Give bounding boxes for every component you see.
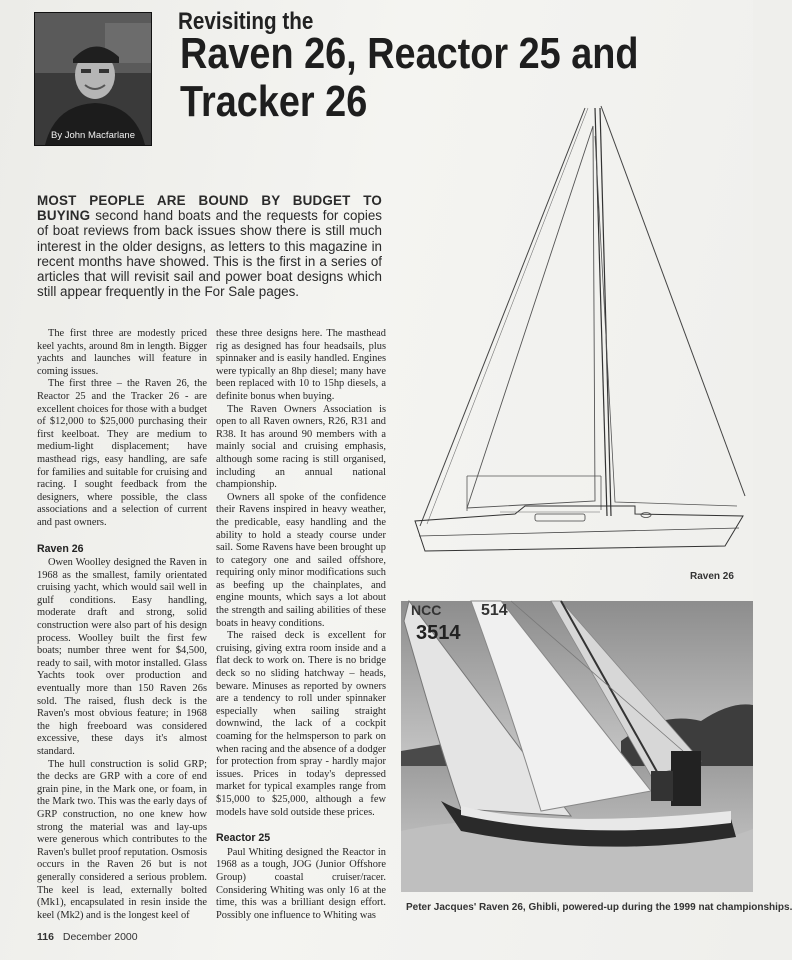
paragraph: The hull construction is solid GRP; the decks are GRP with a core of end grain pine, in the Mark one, or foam, in the Mark two. This was the early days of GRP construction, no one knew how strong the material was and lay-ups were generous which contributes to the Raven's bullet proof reputation. Osmosis occurs in the Raven 26 but is not generally considered a serious problem. The keel is lead, externally bolted (Mk1), encapsulated in resin inside the keel (Mk2) and is the longest keel of [37,758,207,921]
page-footer [37,931,138,943]
page-number: 116 [37,931,54,943]
paragraph: Owners all spoke of the confidence their Ravens inspired in heavy weather, the predicable, easy handling and the ability to hold a steady course under sail. Some Ravens have been brought up to category one and sailed offshore, requiring only minor modifications such as beefing up the chainplates, and engine mounts, which says a lot about the strength and sailing abilities of these boats in heavy conditions. [216,491,386,629]
section-heading-reactor: Reactor 25 [216,832,271,845]
sail-number-head: 514 [481,602,508,619]
sail-number-main: 3514 [416,622,461,644]
paragraph: Paul Whiting designed the Reactor in 1968 as a tough, JOG (Junior Offshore Group) coastal cruiser/racer. Considering Whiting was only 16 at the time, this was a brilliant design effort. Possibly one influence to Whiting was [216,846,386,921]
author-byline: By John Macfarlane [51,130,135,141]
yacht-photo-image [401,601,753,892]
issue-date: December 2000 [62,931,138,943]
title-kicker: Revisiting the [178,8,314,35]
paragraph: Owen Woolley designed the Raven in 1968 as the smallest, family orientated cruising yacht, which would sail well in gulf conditions. Easy handling, moderate draft and strong, solid construction were also part of his design process. Woolley built the first few boats; number three went for $4,500, ready to sail, with motor installed. Glass Yachts took over production and eventually more than 150 Raven 26s sold. The raised, flush deck is the Raven's most obvious feature; in 1968 the high freeboard was considered excessive, these days it's almost standard. [37,557,207,757]
standfirst-text: second hand boats and the requests for copies of boat reviews from back issues show there is still much interest in the older designs, as letters to this magazine in recent months have showed. This is the first in a series of articles that will revisit sail and power boat designs which still appear frequently in the For Sale pages. [37,208,382,300]
sail-plan-caption: Raven 26 [690,571,734,582]
sail-plan-drawing [405,96,753,560]
paragraph: these three designs here. The masthead rig as designed has four headsails, plus spinnaker and is easily handled. Engines were typically an 8hp diesel; many have been replaced with 10 to 15hp diesels, a definite bonus when buying. [216,328,386,402]
article-column-2 [216,328,386,922]
standfirst-lead: MOST PEOPLE ARE BOUND BY BUDGET TO BUYING [37,193,382,224]
standfirst [37,193,382,299]
paragraph: The raised deck is excellent for cruising, giving extra room inside and a flat deck to work on. There is no bridge deck so no sliding hatchway – heads, beware. Minuses as reported by owners are a tendency to roll under spinnaker especially when sailing straight downwind, the lack of a cockpit coaming for the helmsperson to park on when racing and the absence of a dodger for protection from spray - hardly major issues. Prices in today's depressed market for typical examples range from $15,000 to $25,000, although a few models have sold outside these prices. [216,630,386,818]
title-line-1: Raven 26, Reactor 25 and [180,29,639,78]
photo-caption: Peter Jacques' Raven 26, Ghibli, powered-up during the 1999 nat championships. [406,902,792,913]
yacht-photo [401,601,753,892]
sail-prefix: NCC [411,602,442,618]
article-column-1 [37,328,207,922]
paragraph: The Raven Owners Association is open to all Raven owners, R26, R31 and R38. It has around 90 members with a mainly social and cruising emphasis, although some racing is still organised, including an annual national championship. [216,403,386,491]
author-portrait-image [35,13,151,145]
paragraph: The first three – the Raven 26, the Reactor 25 and the Tracker 26 - are excellent choices for those with a budget of $12,000 to $25,000 purchasing their first keelboat. They are medium to medium-light displacement; have masthead rigs, easy handling, are safe for families and suitable for cruising and racing. I sought feedback from the designers, where possible, the class associations and a selection of current and past owners. [37,378,207,528]
author-photo [34,12,152,146]
section-heading-raven: Raven 26 [37,542,84,555]
paragraph: The first three are modestly priced keel yachts, around 8m in length. Bigger yachts and launches will feature in coming issues. [37,328,207,377]
title-line-2: Tracker 26 [180,77,368,126]
